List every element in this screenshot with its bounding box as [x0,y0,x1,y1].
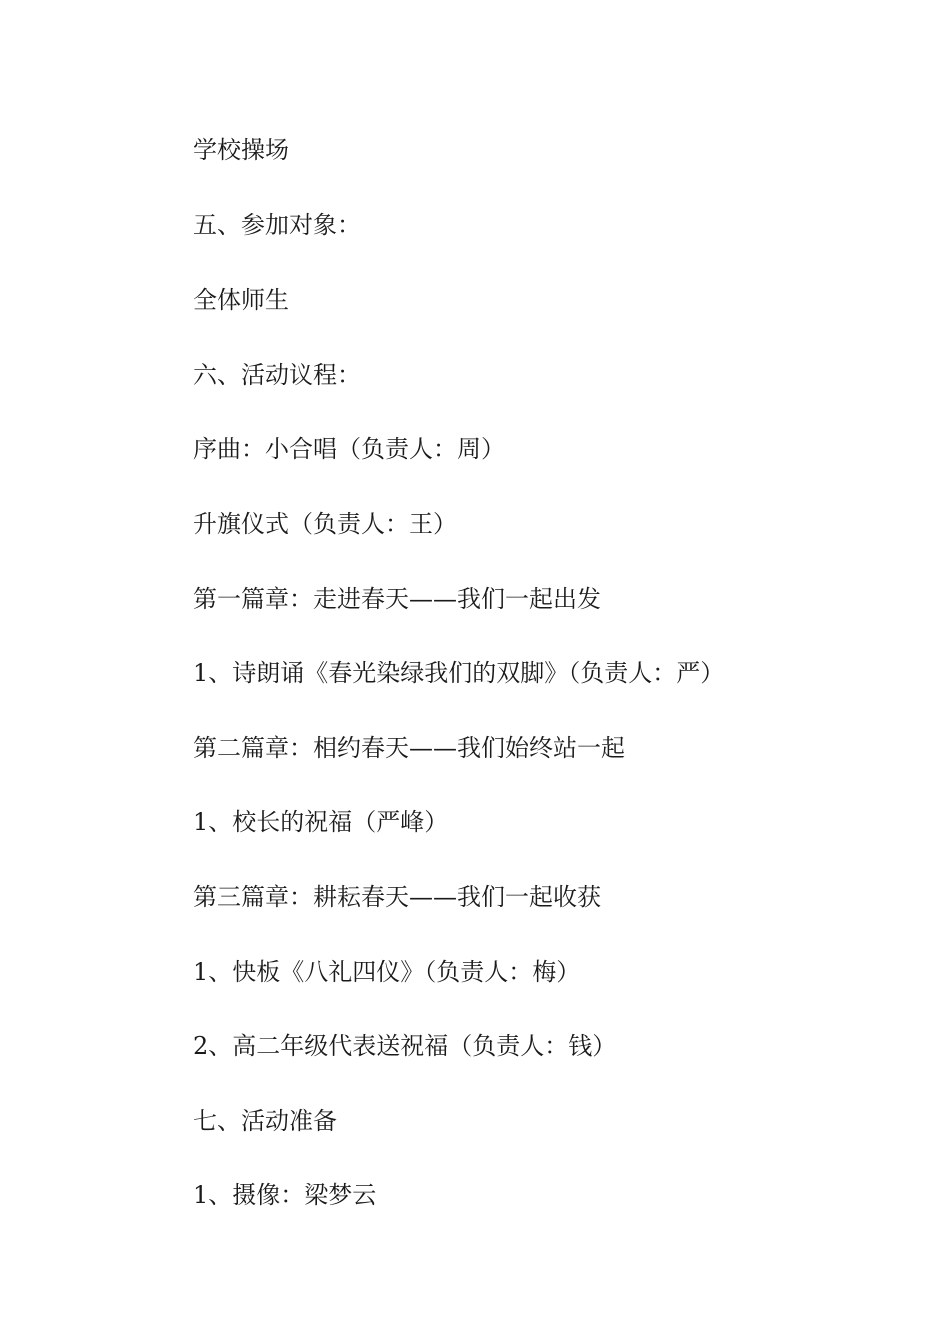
chapter-three-item-1: 1、快板《八礼四仪》（负责人：梅） [193,958,581,986]
chapter-one-item-1: 1、诗朗诵《春光染绿我们的双脚》（负责人：严） [193,659,725,687]
chapter-two-item-1: 1、校长的祝福（严峰） [193,808,449,836]
agenda-overture: 序曲：小合唱（负责人：周） [193,435,505,463]
participants-text: 全体师生 [193,286,289,314]
chapter-two-heading: 第二篇章：相约春天——我们始终站一起 [193,734,625,762]
venue-text: 学校操场 [193,136,289,164]
preparation-item-1: 1、摄像：梁梦云 [193,1181,377,1209]
section-six-heading: 六、活动议程： [193,361,361,389]
chapter-three-item-2: 2、高二年级代表送祝福（负责人：钱） [193,1032,617,1060]
section-five-heading: 五、参加对象： [193,211,361,239]
chapter-three-heading: 第三篇章：耕耘春天——我们一起收获 [193,883,601,911]
section-seven-heading: 七、活动准备 [193,1107,337,1135]
chapter-one-heading: 第一篇章：走进春天——我们一起出发 [193,585,601,613]
agenda-flag-raising: 升旗仪式（负责人：王） [193,510,457,538]
